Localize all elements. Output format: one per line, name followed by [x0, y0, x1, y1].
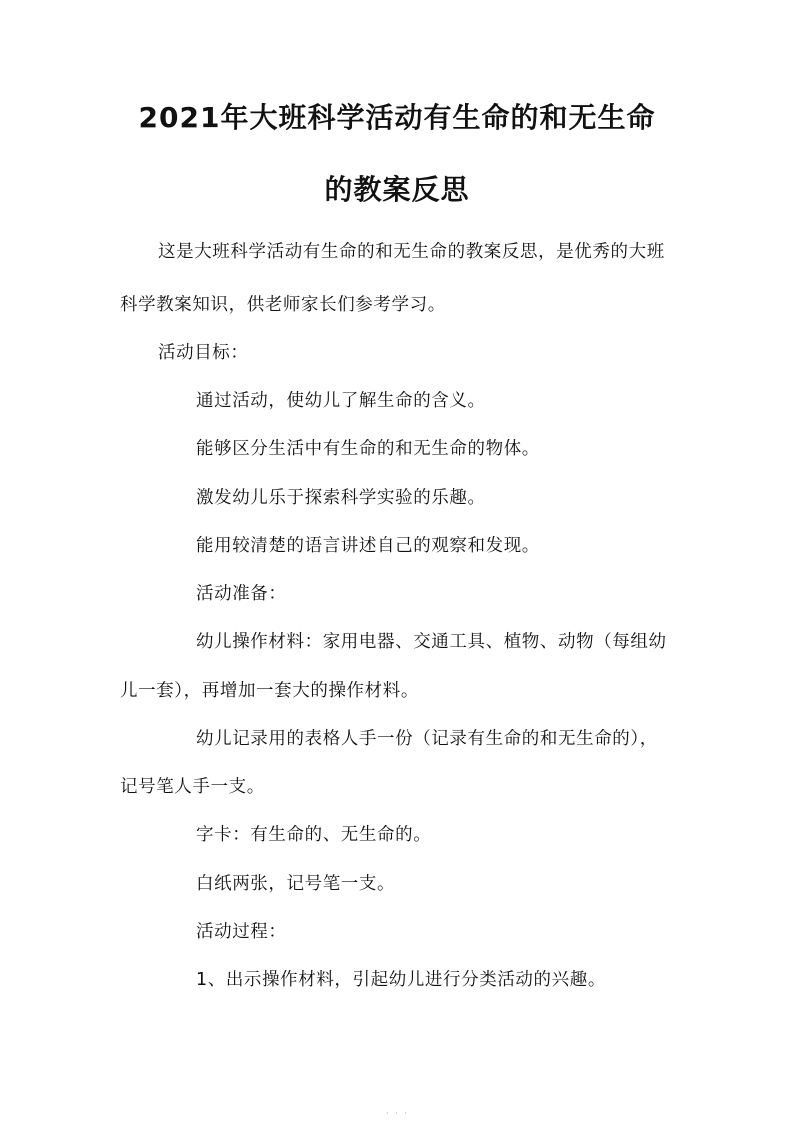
- intro-paragraph-line-1: 这是大班科学活动有生命的和无生命的教案反思，是优秀的大班: [158, 242, 665, 262]
- goals-heading: 活动目标：: [158, 343, 249, 363]
- prep-item-2-line-1: 幼儿记录用的表格人手一份（记录有生命的和无生命的），: [196, 729, 658, 749]
- goal-item-2: 能够区分生活中有生命的和无生命的物体。: [196, 439, 540, 459]
- goal-item-3: 激发幼儿乐于探索科学实验的乐趣。: [196, 488, 486, 508]
- prep-heading: 活动准备：: [196, 584, 287, 604]
- process-step-1: 1、出示操作材料，引起幼儿进行分类活动的兴趣。: [196, 970, 606, 990]
- prep-item-1-line-1: 幼儿操作材料：家用电器、交通工具、植物、动物（每组幼: [196, 632, 667, 652]
- prep-item-4: 白纸两张，记号笔一支。: [196, 874, 396, 894]
- prep-item-1-line-2: 儿一套），再增加一套大的操作材料。: [120, 681, 419, 701]
- document-title-line-2: 的教案反思: [324, 173, 470, 206]
- prep-item-3: 字卡：有生命的、无生命的。: [196, 825, 432, 845]
- page-bottom-mark: · · ·: [386, 1109, 409, 1118]
- goal-item-4: 能用较清楚的语言讲述自己的观察和发现。: [196, 536, 540, 556]
- goal-item-1: 通过活动，使幼儿了解生命的含义。: [196, 391, 486, 411]
- intro-paragraph-line-2: 科学教案知识，供老师家长们参考学习。: [120, 295, 446, 315]
- process-heading: 活动过程：: [196, 922, 287, 942]
- prep-item-2-line-2: 记号笔人手一支。: [120, 777, 265, 797]
- document-title-line-1: 2021年大班科学活动有生命的和无生命: [138, 101, 656, 134]
